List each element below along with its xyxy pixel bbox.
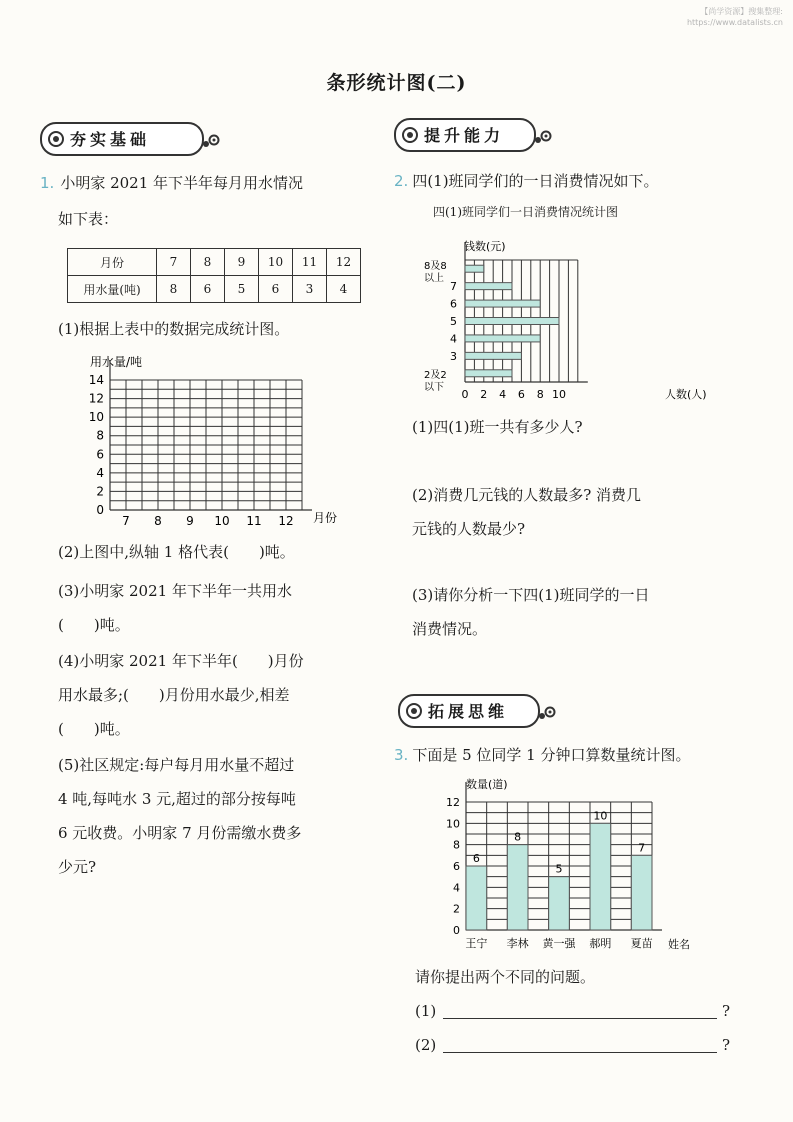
q2-y-tick: 7 xyxy=(450,280,457,294)
q2-y-tick: 6 xyxy=(450,297,457,311)
q1-number: 1. xyxy=(40,174,55,192)
q2-chart-title: 四(1)班同学们一日消费情况统计图 xyxy=(433,205,618,219)
q3-x-tick: 夏苗 xyxy=(630,937,653,950)
q2-chart-ylabel: 钱数(元) xyxy=(464,240,506,253)
table-cell: 3 xyxy=(293,276,327,303)
q3-y-tick: 0 xyxy=(453,924,460,937)
q3-value-label: 8 xyxy=(514,830,522,844)
q1-x-tick: 8 xyxy=(154,514,162,528)
bar xyxy=(465,265,484,272)
q3-chart-ylabel: 数量(道) xyxy=(466,778,508,791)
q1-y-tick: 8 xyxy=(96,428,104,443)
table-cell: 6 xyxy=(259,276,293,303)
bar xyxy=(465,318,559,325)
q1-y-tick: 6 xyxy=(96,447,104,462)
q2-x-zero: 0 xyxy=(461,388,469,401)
q2-part3-line1: (3)请你分析一下四(1)班同学的一日 xyxy=(412,586,650,604)
q3-x-tick: 郝明 xyxy=(589,937,612,950)
q1-x-tick: 11 xyxy=(246,514,262,528)
q2-chart-xlabel: 人数(人) xyxy=(665,388,707,401)
q1-part4-line3: ( )吨。 xyxy=(58,720,130,738)
section-title-extend: 拓展思维 xyxy=(428,702,509,721)
q1-intro-line2: 如下表： xyxy=(58,210,119,228)
q3-intro: 3. 下面是 5 位同学 1 分钟口算数量统计图。 xyxy=(394,746,691,764)
table-cell: 12 xyxy=(327,249,361,276)
q3-answer-line-1[interactable] xyxy=(443,1018,717,1019)
q3-value-label: 6 xyxy=(472,852,480,865)
q1-part3-line1: (3)小明家 2021 年下半年一共用水 xyxy=(58,582,292,600)
q3-y-tick: 6 xyxy=(453,860,460,873)
banner-dots-icon xyxy=(536,700,564,724)
q1-x-tick: 12 xyxy=(278,514,294,528)
q1-intro-line1: 1. 小明家 2021 年下半年每月用水情况 xyxy=(40,174,304,192)
q3-answer-label-2: (2) xyxy=(415,1036,437,1054)
q3-x-tick: 李林 xyxy=(506,937,529,950)
q2-y-tick: 4 xyxy=(450,332,457,346)
q1-water-table xyxy=(67,248,361,303)
q3-qmark-1: ? xyxy=(722,1002,731,1020)
q1-y-tick: 10 xyxy=(88,410,104,425)
q1-part3-line2: ( )吨。 xyxy=(58,616,130,634)
q1-y-tick: 2 xyxy=(96,484,104,499)
section-title-basic: 夯实基础 xyxy=(70,130,151,149)
q1-part5-line3: 6 元收费。小明家 7 月份需缴水费多 xyxy=(58,824,302,842)
section-banner-extend xyxy=(398,694,540,728)
bar xyxy=(590,823,611,930)
q3-value-label: 5 xyxy=(555,862,563,876)
q3-y-tick: 2 xyxy=(453,902,460,916)
q2-grid xyxy=(465,242,588,382)
q3-value-label: 10 xyxy=(593,809,608,823)
table-cell: 10 xyxy=(259,249,293,276)
q1-chart-xlabel: 月份 xyxy=(313,511,338,525)
q2-x-tick: 4 xyxy=(499,388,507,401)
q3-value-label: 7 xyxy=(638,841,646,855)
q3-qmark-2: ? xyxy=(722,1036,731,1054)
banner-dot-icon xyxy=(402,127,418,143)
banner-dots-icon xyxy=(200,128,228,152)
q3-chart-xlabel: 姓名 xyxy=(668,938,690,951)
bar xyxy=(465,352,521,359)
q3-y-tick: 4 xyxy=(453,881,460,895)
q3-bar-chart xyxy=(430,772,730,956)
q3-prompt: 请你提出两个不同的问题。 xyxy=(415,968,596,986)
banner-dots-icon xyxy=(532,124,560,148)
q1-part4-line2: 用水最多;( )月份用水最少,相差 xyxy=(58,686,290,704)
q2-part1: (1)四(1)班一共有多少人? xyxy=(412,418,583,436)
q2-cat-bottom-a: 2及2 xyxy=(424,370,447,381)
q2-y-tick: 3 xyxy=(450,349,457,363)
q2-x-tick: 2 xyxy=(480,388,488,401)
q2-cat-top-b: 以上 xyxy=(424,273,444,284)
q2-part2-line2: 元钱的人数最少? xyxy=(412,520,526,538)
q3-y-tick: 8 xyxy=(453,838,460,852)
q3-number: 3. xyxy=(394,746,409,764)
q2-cat-bottom-b: 以下 xyxy=(424,382,444,393)
q2-bar-chart xyxy=(420,232,730,404)
q3-answer-line-2[interactable] xyxy=(443,1052,717,1053)
q1-x-tick: 7 xyxy=(122,514,130,528)
table-cell: 6 xyxy=(191,276,225,303)
q2-cat-top-a: 8及8 xyxy=(424,261,447,272)
q1-part1: (1)根据上表中的数据完成统计图。 xyxy=(58,320,290,338)
bar xyxy=(631,855,652,930)
bar xyxy=(465,300,540,307)
watermark xyxy=(687,6,783,28)
q2-intro: 2. 四(1)班同学们的一日消费情况如下。 xyxy=(394,172,659,190)
q2-x-tick: 6 xyxy=(517,388,525,401)
q1-part5-line2: 4 吨,每吨水 3 元,超过的部分按每吨 xyxy=(58,790,296,808)
q3-y-tick: 12 xyxy=(446,796,460,809)
q1-y-tick: 12 xyxy=(88,391,104,406)
q1-grid xyxy=(110,360,312,510)
bar xyxy=(466,866,487,930)
table-cell: 9 xyxy=(225,249,259,276)
table-head-usage: 用水量(吨) xyxy=(68,276,157,303)
table-cell: 8 xyxy=(191,249,225,276)
section-title-improve: 提升能力 xyxy=(424,126,505,145)
watermark-line2: https://www.datalists.cn xyxy=(686,18,783,27)
q1-part5-line4: 少元? xyxy=(58,858,97,876)
table-head-month: 月份 xyxy=(68,249,157,276)
table-cell: 4 xyxy=(327,276,361,303)
banner-dot-icon xyxy=(406,703,422,719)
table-cell: 8 xyxy=(157,276,191,303)
page-title: 条形统计图(二) xyxy=(326,72,467,94)
watermark-line1: 【尚学资源】搜集整理: xyxy=(700,7,783,16)
bar xyxy=(465,370,512,377)
q2-part3-line2: 消费情况。 xyxy=(412,620,488,638)
q1-y-tick: 4 xyxy=(96,465,104,480)
q2-y-tick: 5 xyxy=(450,315,457,328)
q1-y-tick: 14 xyxy=(88,373,104,387)
table-cell: 7 xyxy=(157,249,191,276)
q1-x-tick: 10 xyxy=(214,514,230,528)
q3-x-tick: 王宁 xyxy=(465,937,488,950)
q3-answer-label-1: (1) xyxy=(415,1002,437,1020)
q1-x-tick: 9 xyxy=(186,514,194,528)
bar xyxy=(507,845,528,930)
q1-part4-line1: (4)小明家 2021 年下半年( )月份 xyxy=(58,652,304,670)
q2-part2-line1: (2)消费几元钱的人数最多? 消费几 xyxy=(412,486,642,504)
q2-x-tick: 10 xyxy=(552,388,566,401)
q2-x-tick: 8 xyxy=(536,388,544,401)
q2-number: 2. xyxy=(394,172,409,190)
section-banner-basic xyxy=(40,122,204,156)
q3-x-tick: 黄一强 xyxy=(542,937,576,950)
bar xyxy=(549,877,570,930)
q1-part5-line1: (5)社区规定:每户每月用水量不超过 xyxy=(58,756,295,774)
q3-y-tick: 10 xyxy=(446,817,460,831)
bar xyxy=(465,335,540,342)
section-banner-improve xyxy=(394,118,536,152)
table-cell: 11 xyxy=(293,249,327,276)
table-cell: 5 xyxy=(225,276,259,303)
banner-dot-icon xyxy=(48,131,64,147)
q1-part2: (2)上图中,纵轴 1 格代表( )吨。 xyxy=(58,543,295,561)
q1-grid-chart xyxy=(60,350,360,535)
q1-y-tick: 0 xyxy=(96,503,104,517)
q1-chart-ylabel: 用水量/吨 xyxy=(90,355,143,369)
bar xyxy=(465,283,512,290)
